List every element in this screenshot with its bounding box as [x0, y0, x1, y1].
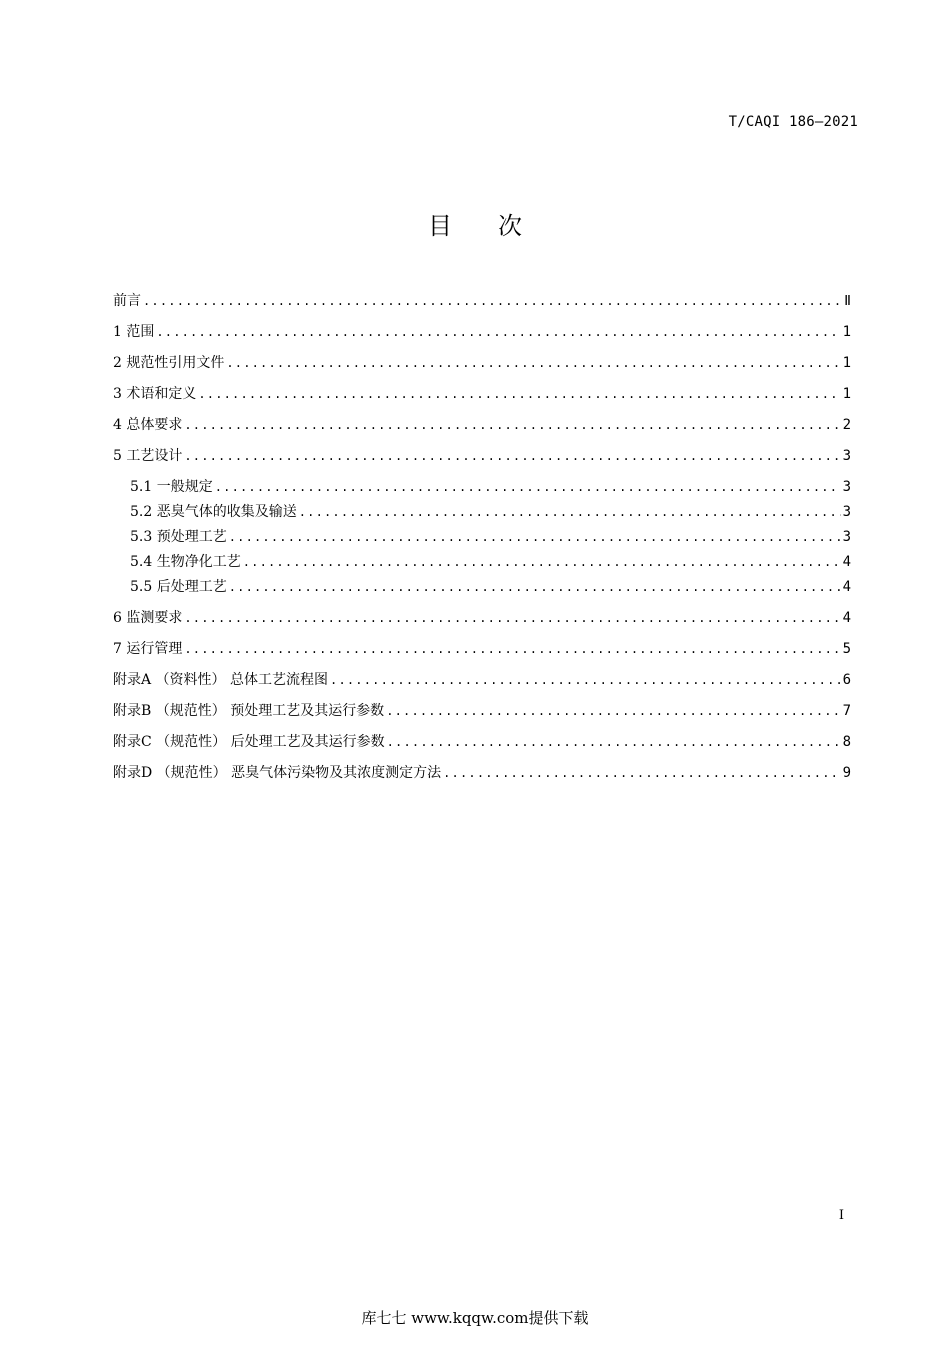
- toc-leader-dots: [156, 323, 840, 341]
- toc-entry-page: 3: [842, 529, 851, 545]
- toc-entry-label: 前言: [113, 293, 141, 309]
- toc-entry-label: 5 工艺设计: [113, 448, 183, 464]
- toc-entry-label: 附录B （规范性） 预处理工艺及其运行参数: [113, 703, 385, 719]
- toc-entry[interactable]: [113, 760, 851, 782]
- toc-leader-dots: [229, 528, 841, 546]
- toc-entry-label: 5.4 生物净化工艺: [130, 554, 241, 570]
- toc-entry-label: 1 范围: [113, 324, 155, 340]
- toc-entry[interactable]: [113, 605, 851, 627]
- toc-leader-dots: [243, 553, 841, 571]
- toc-entry-label: 2 规范性引用文件: [113, 355, 225, 371]
- toc-leader-dots: [443, 764, 840, 782]
- toc-entry-page: 7: [842, 703, 851, 719]
- toc-entry[interactable]: [130, 574, 851, 596]
- toc-entry-page: 4: [842, 554, 851, 570]
- toc-entry[interactable]: [113, 350, 851, 372]
- toc-leader-dots: [330, 671, 841, 689]
- toc-entry[interactable]: [130, 499, 851, 521]
- toc-entry-label: 附录C （规范性） 后处理工艺及其运行参数: [113, 734, 385, 750]
- toc-entry-label: 附录A （资料性） 总体工艺流程图: [113, 672, 329, 688]
- toc-leader-dots: [386, 702, 840, 720]
- toc-entry[interactable]: [113, 636, 851, 658]
- toc-entry[interactable]: [113, 667, 851, 689]
- toc-entry-page: 3: [842, 448, 851, 464]
- toc-entry-page: 4: [842, 579, 851, 595]
- toc-entry[interactable]: [113, 698, 851, 720]
- toc-leader-dots: [226, 354, 840, 372]
- page-title: 目次: [428, 212, 568, 240]
- toc-entry-page: 9: [842, 765, 851, 781]
- toc-entry-label: 5.1 一般规定: [130, 479, 213, 495]
- toc-leader-dots: [198, 385, 840, 403]
- toc-entry-page: 3: [842, 504, 851, 520]
- toc-leader-dots: [143, 292, 842, 310]
- toc-entry-page: 8: [842, 734, 851, 750]
- toc-entry-page: 1: [842, 324, 851, 340]
- toc-entry-label: 附录D （规范性） 恶臭气体污染物及其浓度测定方法: [113, 765, 442, 781]
- toc-entry-page: 5: [842, 641, 851, 657]
- toc-entry[interactable]: [130, 549, 851, 571]
- toc-entry-page: 2: [842, 417, 851, 433]
- toc-entry[interactable]: [113, 412, 851, 434]
- toc-entry[interactable]: [113, 288, 851, 310]
- toc-entry-page: Ⅱ: [844, 293, 851, 309]
- table-of-contents: [113, 0, 851, 1345]
- toc-leader-dots: [184, 640, 840, 658]
- toc-entry-label: 6 监测要求: [113, 610, 183, 626]
- toc-entry[interactable]: [130, 474, 851, 496]
- toc-leader-dots: [184, 609, 840, 627]
- toc-leader-dots: [184, 447, 840, 465]
- toc-entry-page: 4: [842, 610, 851, 626]
- toc-entry[interactable]: [113, 319, 851, 341]
- toc-entry-page: 3: [842, 479, 851, 495]
- toc-entry-label: 7 运行管理: [113, 641, 183, 657]
- toc-entry-page: 6: [842, 672, 851, 688]
- toc-leader-dots: [215, 478, 841, 496]
- toc-entry-page: 1: [842, 355, 851, 371]
- toc-entry-label: 4 总体要求: [113, 417, 183, 433]
- document-code: T/CAQI 186—2021: [728, 114, 858, 130]
- toc-leader-dots: [229, 578, 841, 596]
- toc-entry-label: 3 术语和定义: [113, 386, 197, 402]
- footer-watermark: 库七七 www.kqqw.com提供下载: [361, 1309, 589, 1327]
- toc-entry[interactable]: [113, 729, 851, 751]
- toc-entry[interactable]: [113, 381, 851, 403]
- toc-leader-dots: [184, 416, 840, 434]
- toc-leader-dots: [299, 503, 841, 521]
- page-number: I: [838, 1208, 844, 1223]
- toc-entry[interactable]: [113, 443, 851, 465]
- toc-entry[interactable]: [130, 524, 851, 546]
- toc-entry-label: 5.3 预处理工艺: [130, 529, 227, 545]
- toc-leader-dots: [387, 733, 841, 751]
- toc-entry-label: 5.5 后处理工艺: [130, 579, 227, 595]
- toc-entry-label: 5.2 恶臭气体的收集及输送: [130, 504, 297, 520]
- toc-entry-page: 1: [842, 386, 851, 402]
